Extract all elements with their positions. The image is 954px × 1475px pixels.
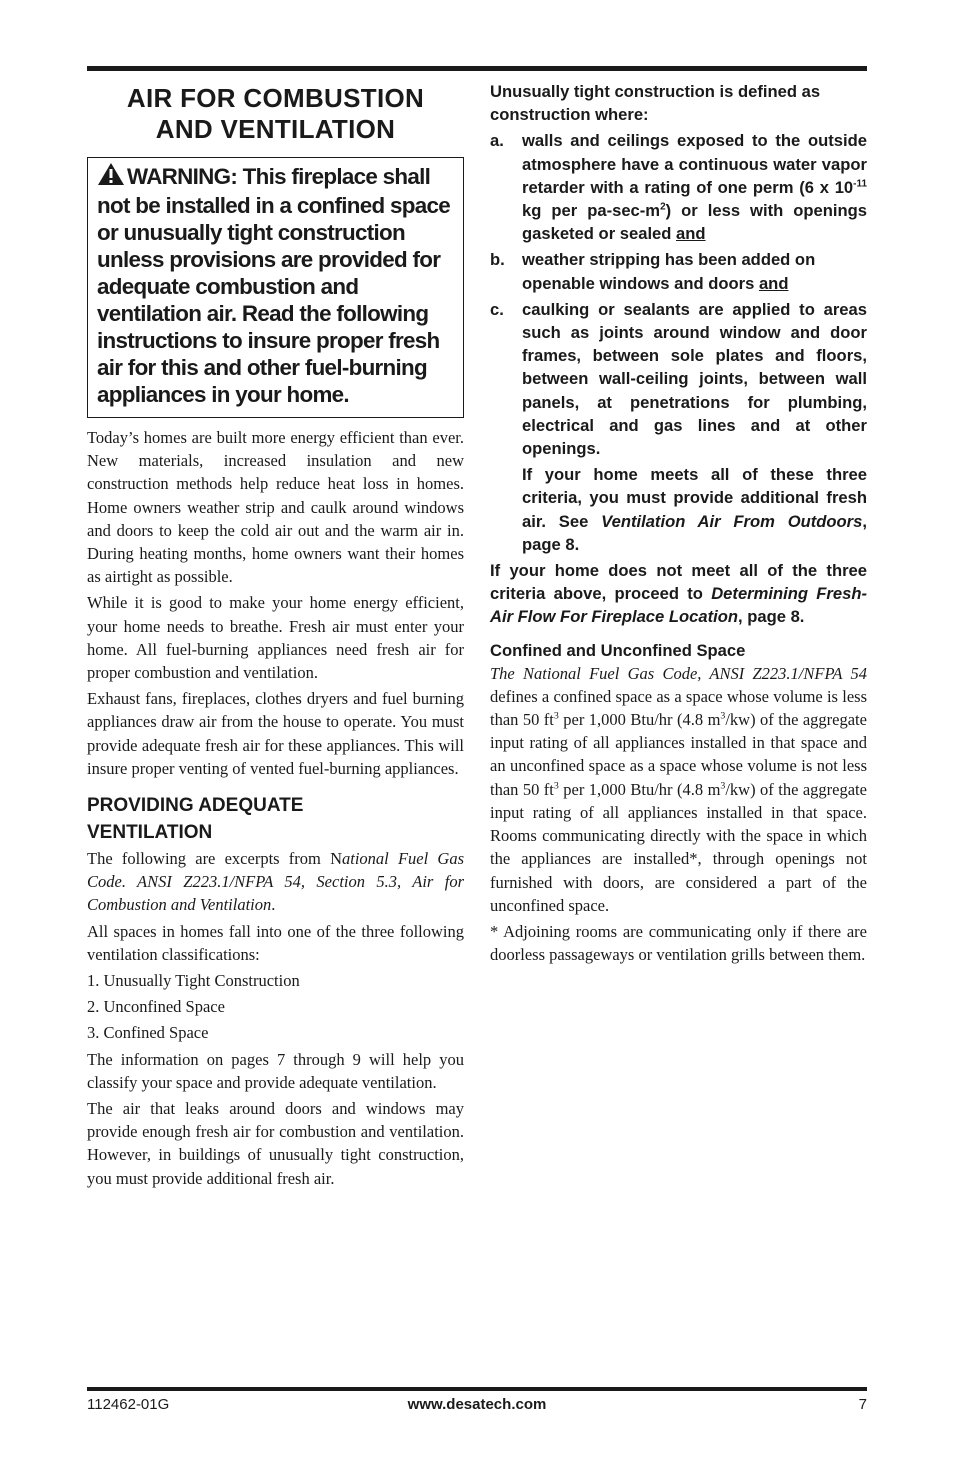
leak-paragraph: The air that leaks around doors and windows may provide enough fresh air for combustion and ventilation. However, in buildings of unusually tight construction, you must provide additional fresh air. — [87, 1099, 464, 1188]
excerpt-paragraph: The following are excerpts from National Fuel Gas Code. ANSI Z223.1/NFPA 54, Section 5.3, Air for Combustion and Ventilation. — [87, 849, 465, 915]
criteria-item-a: a. walls and ceilings exposed to the outside atmosphere have a continuous water vapor retarder with a rating of one perm (6 x $10^{-11}$ kg per $pa-\sec-m^2$) or less with openings gasketed or sealed and — [490, 131, 867, 244]
not-meet-paragraph: If your home does not meet all of the three criteria above, proceed to Determining Fresh-Air Flow For Fireplace Location, page 8. — [490, 561, 867, 627]
left-column — [87, 80, 464, 1193]
criteria-item-c: c. caulking or sealants are applied to areas such as joints around window and door frames, between sole plates and floors, between wall-ceiling joints, between wall panels, at penetrations for plumbing, electrical and gas lines and at other openings. — [490, 299, 867, 459]
providing-heading: PROVIDING ADEQUATE VENTILATION — [87, 795, 304, 844]
warning-text: This fireplace shall not be installed in a confined space or unusually tight construction unless provisions are provided for adequate combustion and ventilation air. Read the following instructions to insure proper fresh air for this and other fuel-burning appliances in your home. — [97, 164, 451, 407]
confined-paragraph: The National Fuel Gas Code, ANSI Z223.1/NFPA 54 defines a confined space as a space whose volume is less than 50 $ft^3$ per 1,000 Btu/hr (4.8 $m^3/kw$) of the aggregate input rating of all appliances installed in that space and an unconfined space as a space whose volume is not less than 50 $ft^3$ per 1,000 Btu/hr (4.8 $m^3/kw$) of the aggregate input rating of all appliances installed in that space. Rooms communicating directly with the space in which the appliances are installed*, through openings not furnished with doors, are considered a part of the unconfined space. — [490, 663, 867, 915]
website-link[interactable]: www.desatech.com — [407, 1396, 547, 1413]
footer-rule — [87, 1387, 867, 1391]
meets-criteria-paragraph: If your home meets all of these three criteria, you must provide additional fresh air. See Ventilation Air From Outdoors, page 8. — [522, 465, 867, 554]
confined-heading: Confined and Unconfined Space — [490, 640, 746, 660]
warning-triangle-icon — [97, 162, 125, 192]
intro-paragraph: Today’s homes are built more energy efficient than ever. New materials, increased insulation and new construction methods help reduce heat loss in homes. Home owners weather strip and caulk around windows and doors to keep the cold air out and the warm air in. During heating months, home owners want their homes as airtight as possible. — [87, 428, 464, 587]
criteria-item-b: b. weather stripping has been added on openable windows and doors and — [490, 250, 816, 293]
page-number: 7 — [858, 1396, 867, 1413]
tight-intro: Unusually tight construction is defined as construction where: — [490, 82, 821, 125]
breathe-paragraph: While it is good to make your home energy efficient, your home needs to breathe. Fresh air must enter your home. All fuel-burning appliances need fresh air for proper combustion and ventilation. — [87, 593, 464, 683]
info-paragraph: The information on pages 7 through 9 will help you classify your space and provide adequate ventilation. — [87, 1049, 464, 1092]
right-column — [490, 80, 867, 969]
list-item: 3. Confined Space — [87, 1023, 209, 1043]
list-item: 1. Unusually Tight Construction — [87, 971, 300, 991]
classes-intro: All spaces in homes fall into one of the three following ventilation classifications: — [87, 921, 464, 964]
page-title: AIR FOR COMBUSTION AND VENTILATION — [126, 83, 425, 144]
doc-number: 112462-01G — [87, 1396, 170, 1413]
exhaust-paragraph: Exhaust fans, fireplaces, clothes dryers and fuel burning appliances draw air from the house to operate. You must provide adequate fresh air for these appliances. This will insure proper venting of vented fuel-burning appliances. — [87, 689, 464, 778]
footnote: * Adjoining rooms are communicating only if there are doorless passageways or ventilation grills between them. — [490, 921, 867, 965]
warning-label: WARNING: — [127, 164, 238, 189]
top-rule — [87, 66, 867, 71]
list-item: 2. Unconfined Space — [87, 997, 225, 1017]
warning-box — [87, 157, 464, 418]
